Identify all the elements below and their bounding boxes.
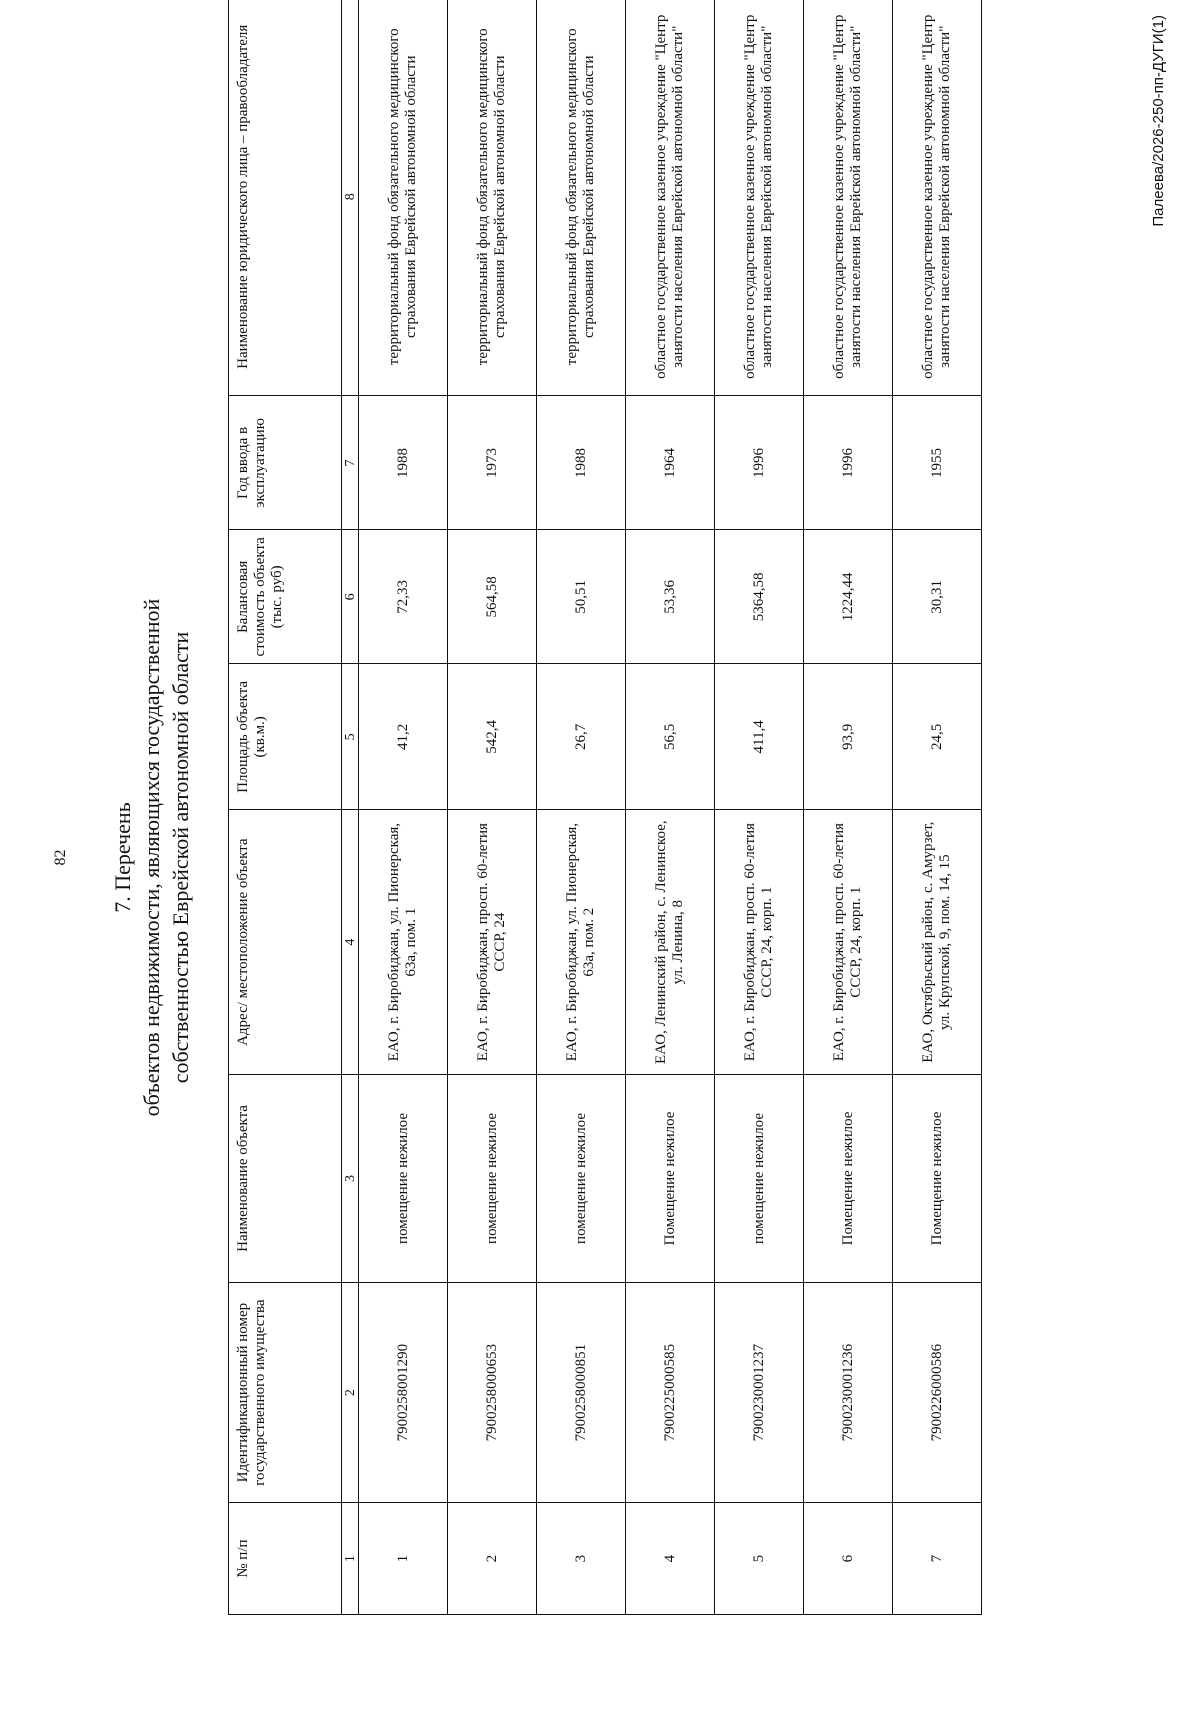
header-address: Адрес/ местоположение объекта: [229, 810, 342, 1075]
cell-number: 4: [626, 1503, 715, 1615]
header-number: № п/п: [229, 1503, 342, 1615]
cell-area: 93,9: [804, 664, 893, 810]
cell-address: ЕАО, г. Биробиджан, ул. Пионерская, 63а, пом. 2: [537, 810, 626, 1075]
cell-number: 7: [893, 1503, 982, 1615]
cell-number: 2: [448, 1503, 537, 1615]
cell-name: помещение нежилое: [359, 1074, 448, 1282]
cell-area: 24,5: [893, 664, 982, 810]
cell-holder: областное государственное казенное учреждение "Центр занятости населения Еврейской автономной области": [893, 0, 982, 396]
cell-year: 1964: [626, 396, 715, 530]
cell-holder: территориальный фонд обязательного медицинского страхования Еврейской автономной области: [448, 0, 537, 396]
column-number-8: 8: [342, 0, 359, 396]
cell-name: помещение нежилое: [537, 1074, 626, 1282]
cell-year: 1996: [715, 396, 804, 530]
cell-value: 564,58: [448, 530, 537, 664]
cell-holder: областное государственное казенное учреждение "Центр занятости населения Еврейской автономной области": [626, 0, 715, 396]
cell-id: 7900258000851: [537, 1282, 626, 1502]
table-row: [893, 0, 982, 1615]
cell-year: 1973: [448, 396, 537, 530]
header-holder: Наименование юридического лица – правообладателя: [229, 0, 342, 396]
cell-value: 72,33: [359, 530, 448, 664]
cell-area: 542,4: [448, 664, 537, 810]
column-number-1: 1: [342, 1503, 359, 1615]
cell-address: ЕАО, г. Биробиджан, просп. 60-летия СССР, 24: [448, 810, 537, 1075]
cell-year: 1955: [893, 396, 982, 530]
cell-address: ЕАО, Октябрьский район, с. Амурзет, ул. Крупской, 9, пом. 14, 15: [893, 810, 982, 1075]
cell-area: 41,2: [359, 664, 448, 810]
cell-holder: территориальный фонд обязательного медицинского страхования Еврейской автономной области: [359, 0, 448, 396]
header-id: Идентификационный номер государственного имущества: [229, 1282, 342, 1502]
cell-number: 6: [804, 1503, 893, 1615]
header-year: Год ввода в эксплуатацию: [229, 396, 342, 530]
cell-address: ЕАО, г. Биробиджан, просп. 60-летия СССР, 24, корп. 1: [715, 810, 804, 1075]
cell-address: ЕАО, Ленинский район, с. Ленинское, ул. Ленина, 8: [626, 810, 715, 1075]
column-number-4: 4: [342, 810, 359, 1075]
table-row: [448, 0, 537, 1615]
cell-id: 7900225000585: [626, 1282, 715, 1502]
document-title: [108, 0, 195, 1715]
registry-table-wrapper: [228, 0, 982, 1615]
column-number-7: 7: [342, 396, 359, 530]
cell-id: 7900258001290: [359, 1282, 448, 1502]
cell-holder: территориальный фонд обязательного медицинского страхования Еврейской автономной области: [537, 0, 626, 396]
cell-id: 7900226000586: [893, 1282, 982, 1502]
cell-value: 53,36: [626, 530, 715, 664]
cell-name: помещение нежилое: [448, 1074, 537, 1282]
column-number-6: 6: [342, 530, 359, 664]
column-number-3: 3: [342, 1074, 359, 1282]
document-footer-code: Палеева/2026-250-пп-ДУГИ(1): [1150, 15, 1167, 227]
cell-address: ЕАО, г. Биробиджан, ул. Пионерская, 63а, пом. 1: [359, 810, 448, 1075]
column-number-5: 5: [342, 664, 359, 810]
cell-holder: областное государственное казенное учреждение "Центр занятости населения Еврейской автономной области": [715, 0, 804, 396]
cell-name: Помещение нежилое: [893, 1074, 982, 1282]
cell-name: Помещение нежилое: [626, 1074, 715, 1282]
title-line-2: объектов недвижимости, являющихся государственной: [139, 598, 164, 1117]
cell-area: 56,5: [626, 664, 715, 810]
table-row: [715, 0, 804, 1615]
title-line-1: 7. Перечень: [110, 802, 135, 913]
table-header-row: [229, 0, 342, 1615]
table-row: [804, 0, 893, 1615]
property-registry-table: [228, 0, 982, 1615]
table-row: [359, 0, 448, 1615]
table-row: [537, 0, 626, 1615]
cell-number: 1: [359, 1503, 448, 1615]
cell-name: Помещение нежилое: [804, 1074, 893, 1282]
cell-value: 30,31: [893, 530, 982, 664]
cell-address: ЕАО, г. Биробиджан, просп. 60-летия СССР, 24, корп. 1: [804, 810, 893, 1075]
cell-name: помещение нежилое: [715, 1074, 804, 1282]
column-number-2: 2: [342, 1282, 359, 1502]
page-number: 82: [52, 849, 69, 866]
cell-year: 1988: [359, 396, 448, 530]
header-value: Балансовая стоимость объекта (тыс. руб): [229, 530, 342, 664]
cell-value: 5364,58: [715, 530, 804, 664]
cell-year: 1988: [537, 396, 626, 530]
cell-id: 7900230001236: [804, 1282, 893, 1502]
cell-id: 7900230001237: [715, 1282, 804, 1502]
table-column-numbers-row: [342, 0, 359, 1615]
title-line-3: собственностью Еврейской автономной области: [168, 631, 193, 1084]
cell-year: 1996: [804, 396, 893, 530]
table-row: [626, 0, 715, 1615]
cell-holder: областное государственное казенное учреждение "Центр занятости населения Еврейской автономной области": [804, 0, 893, 396]
cell-area: 26,7: [537, 664, 626, 810]
cell-area: 411,4: [715, 664, 804, 810]
cell-value: 1224,44: [804, 530, 893, 664]
cell-number: 3: [537, 1503, 626, 1615]
cell-value: 50,51: [537, 530, 626, 664]
header-area: Площадь объекта (кв.м.): [229, 664, 342, 810]
cell-number: 5: [715, 1503, 804, 1615]
header-name: Наименование объекта: [229, 1074, 342, 1282]
cell-id: 7900258000653: [448, 1282, 537, 1502]
